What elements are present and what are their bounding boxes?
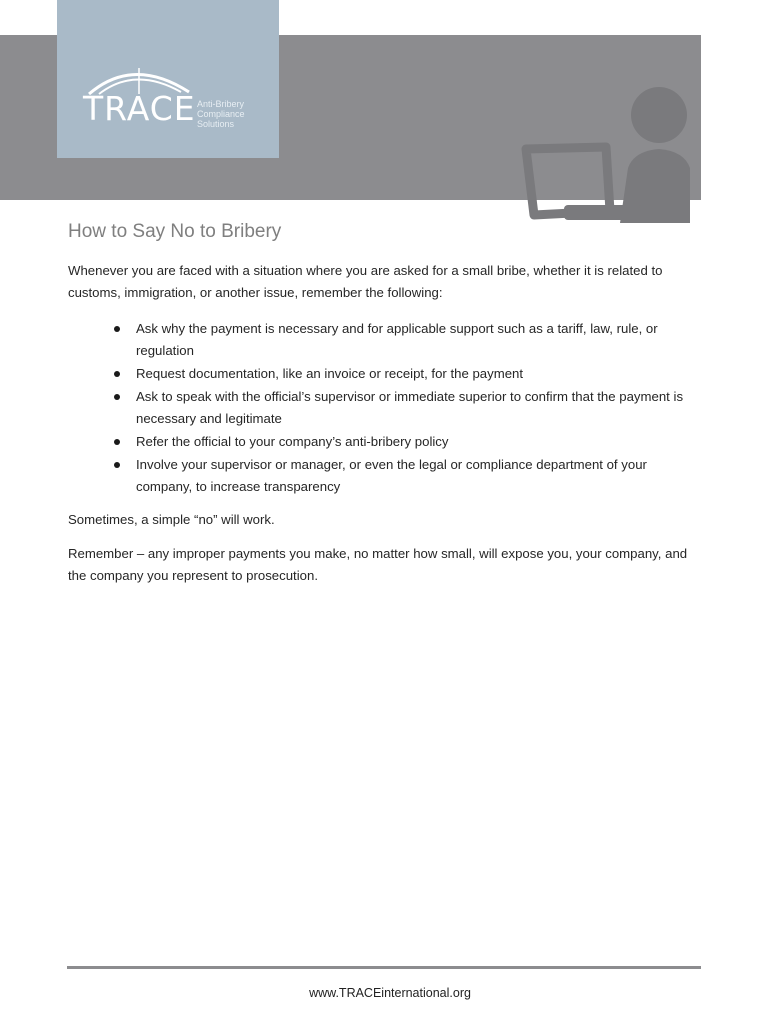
intro-paragraph: Whenever you are faced with a situation where you are asked for a small bribe, whether it is related to customs, immigration, or another issue, remember the following: — [68, 263, 663, 300]
advice-list — [68, 318, 698, 499]
logo — [57, 0, 279, 158]
list-item: Involve your supervisor or manager, or even the legal or compliance department of your company, to increase transparency — [68, 454, 698, 498]
person-at-laptop-icon — [520, 83, 695, 228]
logo-wordmark: TRACE — [83, 89, 196, 128]
document-title: How to Say No to Bribery — [68, 221, 282, 242]
simple-no-paragraph: Sometimes, a simple “no” will work. — [68, 512, 275, 527]
list-item: Refer the official to your company’s anti-bribery policy — [68, 431, 698, 453]
list-item: Ask why the payment is necessary and for applicable support such as a tariff, law, rule, or regulation — [68, 318, 698, 362]
logo-tagline: Anti-Bribery Compliance Solutions — [197, 99, 245, 129]
list-item: Ask to speak with the official’s supervisor or immediate superior to confirm that the payment is necessary and legitimate — [68, 386, 698, 430]
remember-paragraph: Remember – any improper payments you make, no matter how small, will expose you, your company, and the company you represent to prosecution. — [68, 546, 688, 583]
footer-url: www.TRACEinternational.org — [309, 986, 471, 1000]
footer-divider — [67, 966, 701, 969]
list-item: Request documentation, like an invoice or receipt, for the payment — [68, 363, 698, 385]
